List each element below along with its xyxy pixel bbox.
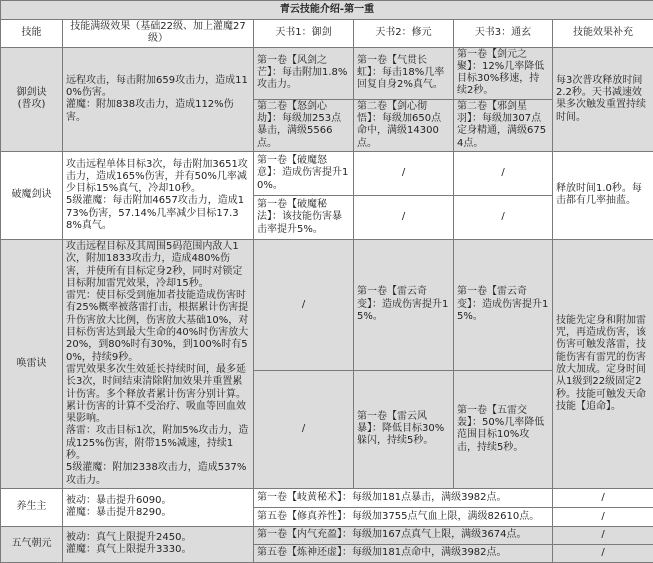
book-cell: 第二卷【剑心彻悟】：每级加650点命中，满级14300点。 [354, 99, 454, 151]
book-cell: 第一卷【岐黄秘术】：每级加181点暴击，满级3982点。 [254, 488, 553, 507]
book-cell: 第一卷【雷云奇变】：造成伤害提升15%。 [354, 239, 454, 370]
skill-effect: 攻击远程单体目标3次，每击附加3651攻击力，造成165%伤害，并有50%几率减少目标15%真气，冷却10秒。 5级灌魔：每击附加4657攻击力，造成173%伤害，57.14%几率减少目标17.38%真气。 [63, 151, 254, 239]
book-cell: 第一卷【剑元之聚】：12%几率降低目标30%移速，持续2秒。 [454, 47, 553, 99]
book-cell: 第五卷【炼神还虚】：每级加181点命中，满级3982点。 [254, 544, 553, 562]
book-cell: / [254, 239, 354, 370]
skill-name: 破魔剑诀 [1, 151, 63, 239]
book-cell: / [454, 151, 553, 195]
skill-note: 释放时间1.0秒。每击都有几率抽蓝。 [553, 151, 653, 239]
header-note: 技能效果补充 [553, 20, 653, 48]
skill-note: / [553, 544, 653, 562]
skill-effect: 被动：真气上限提升2450。 灌魔：真气上限提升3330。 [63, 526, 254, 562]
book-cell: 第一卷【雷云奇变】：造成伤害提升15%。 [454, 239, 553, 370]
skill-note: / [553, 507, 653, 526]
book-cell: 第一卷【破魔怒意】：造成伤害提升10%。 [254, 151, 354, 195]
skill-effect: 被动：暴击提升6090。 灌魔：暴击提升8290。 [63, 488, 254, 526]
book-cell: 第二卷【邪剑星羽】：每级加307点定身精通，满级6754点。 [454, 99, 553, 151]
skill-effect: 攻击远程目标及其周围5码范围内敌人1次，附加1833攻击力，造成480%伤害，并使所有目标定身2秒，同时对锁定目标附加雷咒效果，冷却15秒。 雷咒：使目标受到施加者技能造成伤害时有25%概率被落雷打击，根据累计伤害提升伤害放大比例，伤害放大基础10%，对目标伤害达到最大生命的40%时伤害放大20%，到80%时有30%，到100%时有50%，持续9秒。 雷咒效果多次生效延长持续时间，最多延长3次，时间结束清除附加效果并重置累计伤害。多个释放者累计伤害分别计算。累计伤害的计算不受治疗、吸血等回血效果影响。 落雷：攻击目标1次，附加5%攻击力，造成125%伤害，附带15%减速，持续1秒。 5级灌魔：附加2338攻击力，造成537%攻击力。 [63, 239, 254, 488]
book-cell: 第一卷【破魔秘法】：该技能伤害暴击率提升5%。 [254, 195, 354, 239]
skill-name: 养生主 [1, 488, 63, 526]
book-cell: 第一卷【气贯长虹】：每击18%几率回复自身2%真气。 [354, 47, 454, 99]
skill-note: / [553, 488, 653, 507]
book-cell: / [454, 195, 553, 239]
skill-name: 五气朝元 [1, 526, 63, 562]
table-title: 青云技能介绍-第一重 [1, 1, 653, 20]
skill-effect: 远程攻击，每击附加659攻击力，造成110%伤害。 灌魔：附加838攻击力，造成112%伤害。 [63, 47, 254, 151]
skill-name: 御剑诀 (普攻) [1, 47, 63, 151]
header-book2: 天书2：修元 [354, 20, 454, 48]
book-cell: / [354, 195, 454, 239]
book-cell: 第一卷【雷云风暴】：降低目标30%躲闪，持续5秒。 [354, 370, 454, 488]
book-cell: 第五卷【修真养性】：每级加3755点气血上限，满级82610点。 [254, 507, 553, 526]
header-book1: 天书1：御剑 [254, 20, 354, 48]
book-cell: / [254, 370, 354, 488]
skill-note: 每3次普攻释放时间2.2秒。天书减速效果多次触发重置持续时间。 [553, 47, 653, 151]
book-cell: / [354, 151, 454, 195]
skill-note: / [553, 526, 653, 544]
header-effect: 技能满级效果（基础22级、加上灌魔27级） [63, 20, 254, 48]
skill-note: 技能先定身和附加雷咒，再造成伤害，该伤害可触发落雷，技能伤害有雷咒的伤害放大加成。定身时间从1级到22级固定2秒。技能可触发天命技能【追命】。 [553, 239, 653, 488]
book-cell: 第一卷【五雷交轰】：50%几率降低范围目标10%攻击，持续5秒。 [454, 370, 553, 488]
book-cell: 第一卷【风剑之芒】：每击附加1.8%攻击力。 [254, 47, 354, 99]
header-skill: 技能 [1, 20, 63, 48]
skill-name: 唤雷诀 [1, 239, 63, 488]
book-cell: 第一卷【内气充盈】：每级加167点真气上限，满级3674点。 [254, 526, 553, 544]
book-cell: 第二卷【怒剑心劫】：每级加253点暴击，满级5566点。 [254, 99, 354, 151]
header-book3: 天书3：通玄 [454, 20, 553, 48]
